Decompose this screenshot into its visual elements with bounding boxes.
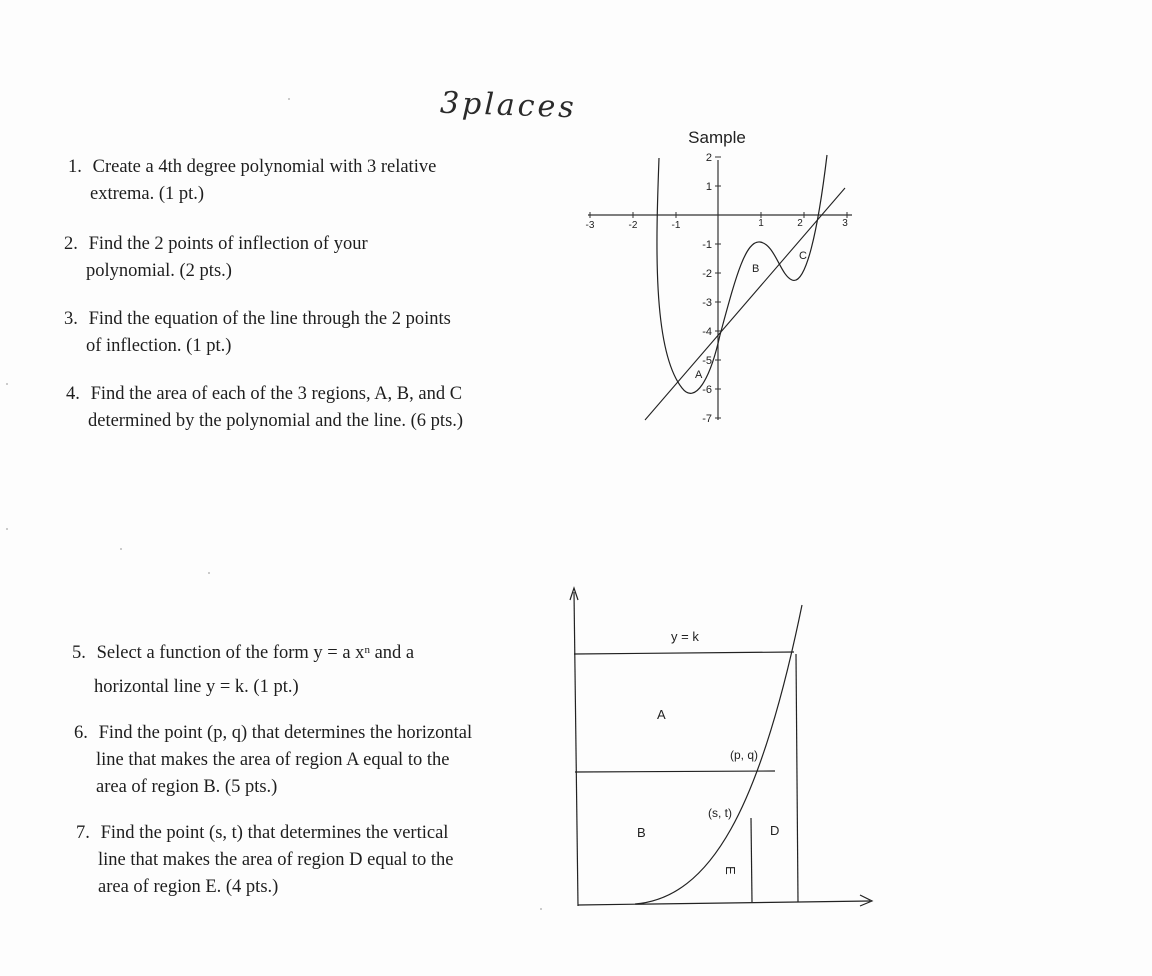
sample-polynomial-graph (570, 120, 860, 450)
y-tick-label: -6 (702, 384, 712, 396)
question-5 (72, 640, 414, 701)
question-number: 2. (64, 234, 78, 254)
question-7 (76, 820, 453, 901)
y-tick-label: 2 (705, 152, 712, 164)
question-1 (68, 154, 436, 208)
scan-speck (208, 572, 210, 574)
question-text-line: line that makes the area of region A equal to the (96, 750, 450, 770)
question-text-line: Create a 4th degree polynomial with 3 relative (92, 157, 437, 177)
point-label-st: (s, t) (708, 806, 732, 820)
x-tick-label: -1 (671, 220, 681, 231)
area-regions-graph (560, 580, 890, 920)
region-label-b: B (637, 825, 646, 840)
x-tick-label: 1 (758, 218, 764, 229)
x-tick-label: 2 (797, 218, 803, 229)
question-text-line: extrema. (1 pt.) (90, 184, 205, 204)
question-2 (64, 231, 368, 285)
y-tick-label: -7 (702, 413, 712, 425)
y-tick-label: -2 (702, 268, 712, 280)
question-text-line: Find the 2 points of inflection of your (88, 234, 368, 254)
question-text-line: of inflection. (1 pt.) (86, 336, 232, 356)
question-text-line: Find the point (s, t) that determines the vertical (100, 823, 449, 843)
region-label-d: D (770, 823, 780, 838)
question-text-line: horizontal line y = k. (1 pt.) (94, 677, 299, 697)
vertical-boundary-line (796, 654, 798, 902)
region-label-b: B (752, 263, 760, 275)
question-text-line: line that makes the area of region D equal to the (98, 850, 454, 870)
handwritten-note: 3places (439, 85, 578, 126)
question-number: 7. (76, 823, 90, 843)
scan-speck (6, 383, 8, 385)
question-text-line: and a (369, 643, 415, 663)
y-tick-label: -5 (702, 355, 712, 367)
question-3 (64, 306, 451, 360)
region-label-c: C (799, 250, 807, 262)
polynomial-curve (657, 155, 827, 393)
question-text-line: area of region E. (4 pts.) (98, 877, 279, 897)
y-axis (574, 592, 578, 906)
x-tick-label: -2 (628, 220, 638, 231)
question-number: 6. (74, 723, 88, 743)
y-tick-label: -3 (702, 297, 712, 309)
region-label-a: A (657, 707, 666, 722)
scan-speck (6, 528, 8, 530)
question-text-line: Find the equation of the line through the 2 points (88, 309, 451, 329)
question-text-line: Find the area of each of the 3 regions, A, B, and C (90, 384, 463, 404)
scan-speck (288, 98, 290, 100)
question-text-line: Find the point (p, q) that determines the horizontal (98, 723, 473, 743)
scan-speck (540, 908, 542, 910)
question-4 (66, 381, 463, 435)
question-text-line: determined by the polynomial and the line. (6 pts.) (88, 411, 464, 431)
question-number: 5. (72, 643, 86, 663)
question-text-line: Select a function of the form y = a x (96, 643, 365, 663)
scan-speck (120, 548, 122, 550)
x-tick-label: 3 (842, 218, 848, 229)
power-curve (635, 605, 802, 904)
exponent-n: n (364, 644, 370, 656)
point-label-pq: (p, q) (730, 748, 759, 762)
x-axis (578, 901, 870, 905)
question-number: 1. (68, 157, 82, 177)
question-number: 3. (64, 309, 78, 329)
question-text-line: polynomial. (2 pts.) (86, 261, 232, 281)
region-label-a: A (695, 369, 703, 381)
horizontal-line-k (574, 652, 794, 654)
question-number: 4. (66, 384, 80, 404)
horizontal-line-q (575, 771, 775, 772)
line-label-k: y = k (671, 629, 699, 644)
graph-title: Sample (688, 128, 746, 147)
region-label-e: E (723, 866, 738, 875)
x-tick-label: -3 (585, 220, 595, 231)
y-tick-label: -4 (702, 326, 712, 338)
question-6 (74, 720, 472, 801)
y-tick-label: 1 (705, 181, 712, 193)
question-text-line: area of region B. (5 pts.) (96, 777, 278, 797)
vertical-line-s (751, 818, 752, 902)
y-tick-label: -1 (702, 239, 712, 251)
